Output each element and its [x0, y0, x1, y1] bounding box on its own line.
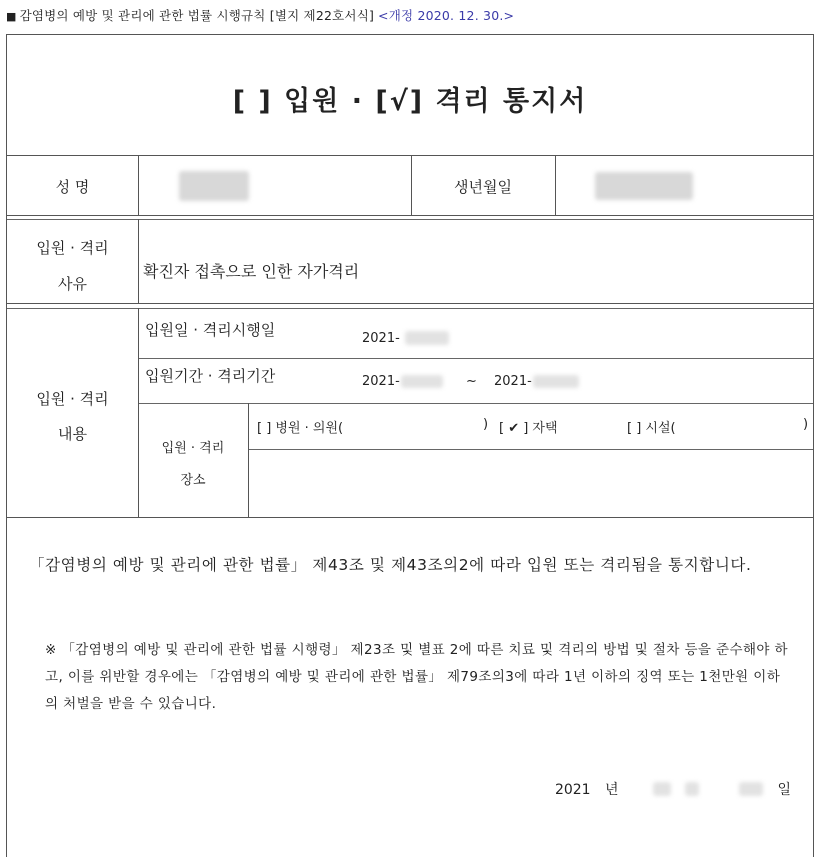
- square-bullet-icon: ■: [6, 10, 17, 23]
- divider: [7, 308, 813, 309]
- redacted-birthdate: [595, 172, 693, 200]
- divider: [555, 155, 556, 215]
- date-year: 2021: [554, 782, 591, 798]
- place-hospital-close: ): [483, 417, 489, 432]
- place-label-line2: 장소: [180, 473, 206, 488]
- place-label-line1: 입원 · 격리: [161, 441, 225, 456]
- notice-statement: 「감염병의 예방 및 관리에 관한 법률」 제43조 및 제43조의2에 따라 입원 또는 격리됨을 통지합니다.: [29, 556, 752, 574]
- page-title: [ ] 입원 · [√] 격리 통지서: [232, 86, 588, 117]
- redacted-name: [179, 171, 249, 201]
- start-date-label: 입원일 · 격리시행일: [145, 321, 276, 339]
- place-facility-close: ): [803, 417, 809, 432]
- period-tilde: ~: [466, 374, 477, 389]
- place-home-option: [ ✔ ] 자택: [499, 421, 558, 436]
- content-label-line2: 내용: [58, 425, 87, 443]
- date-day-unit: 일: [777, 782, 791, 798]
- redacted-period-to: [533, 375, 579, 388]
- divider: [139, 358, 813, 359]
- divider: [138, 219, 139, 303]
- divider: [138, 155, 139, 215]
- divider: [249, 449, 813, 450]
- divider: [7, 303, 813, 304]
- period-label: 입원기간 · 격리기간: [145, 367, 276, 385]
- place-hospital-option: [ ] 병원 · 의원(: [257, 421, 344, 436]
- divider: [248, 403, 249, 517]
- divider: [7, 517, 813, 518]
- issue-date: [555, 779, 791, 799]
- penalty-note: ※ 「감염병의 예방 및 관리에 관한 법률 시행령」 제23조 및 별표 2에 따른 치료 및 격리의 방법 및 절차 등을 준수해야 하고, 이를 위반할 경우에는 「감염병의 예방 및 관리에 관한 법률」 제79조의3에 따라 1년 이하의 징역 또는 1천만원 이하의 처벌을 받을 수 있습니다.: [45, 642, 788, 712]
- divider: [7, 155, 813, 156]
- divider: [7, 219, 813, 220]
- period-from: 2021-: [362, 374, 400, 389]
- place-facility-option: [ ] 시설(: [627, 421, 676, 436]
- date-year-unit: 년: [605, 782, 619, 798]
- period-to: 2021-: [494, 374, 532, 389]
- redacted-start-date: [405, 331, 449, 345]
- redacted-period-from: [401, 375, 443, 388]
- reason-label-line1: 입원 · 격리: [36, 239, 109, 257]
- name-label: 성 명: [55, 178, 90, 196]
- content-label-line1: 입원 · 격리: [36, 390, 109, 408]
- divider: [139, 403, 813, 404]
- form-header: [6, 6, 811, 24]
- start-date-value: 2021-: [362, 331, 400, 346]
- divider: [7, 215, 813, 216]
- reason-label-line2: 사유: [58, 275, 87, 293]
- reason-value: 확진자 접촉으로 인한 자가격리: [143, 262, 360, 281]
- notice-form: [6, 34, 814, 857]
- birthdate-label: 생년월일: [454, 178, 512, 196]
- revision-date: <개정 2020. 12. 30.>: [378, 8, 515, 23]
- form-reference: 감염병의 예방 및 관리에 관한 법률 시행규칙 [별지 제22호서식]: [19, 8, 375, 23]
